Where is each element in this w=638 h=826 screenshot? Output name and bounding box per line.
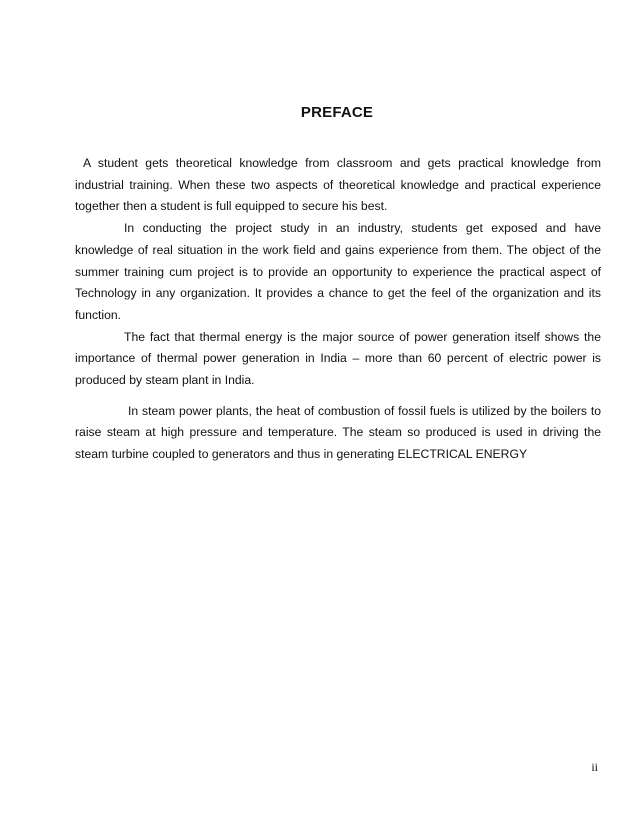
paragraph-4: In steam power plants, the heat of combustion of fossil fuels is utilized by the boilers to raise steam at high pressure and temperature. The steam so produced is used in driving the steam turbine coupled to generators and thus in generating ELECTRICAL ENERGY: [75, 403, 601, 462]
paragraph-3: The fact that thermal energy is the major source of power generation itself shows the importance of thermal power generation in India – more than 60 percent of electric power is produced by steam plant in India.: [75, 329, 601, 388]
paragraph-1: A student gets theoretical knowledge from classroom and gets practical knowledge from industrial training. When these two aspects of theoretical knowledge and practical experience together then a student is full equipped to secure his best.: [75, 156, 601, 214]
page-number: ii: [591, 760, 598, 774]
page-title: PREFACE: [300, 104, 374, 121]
paragraph-2: In conducting the project study in an industry, students get exposed and have knowledge of real situation in the work field and gains experience from them. The object of the summer training cum project is to provide an opportunity to experience the practical aspect of Technology in any organization. It provides a chance to get the feel of the organization and its function.: [75, 221, 601, 322]
preface-body: [75, 153, 601, 466]
